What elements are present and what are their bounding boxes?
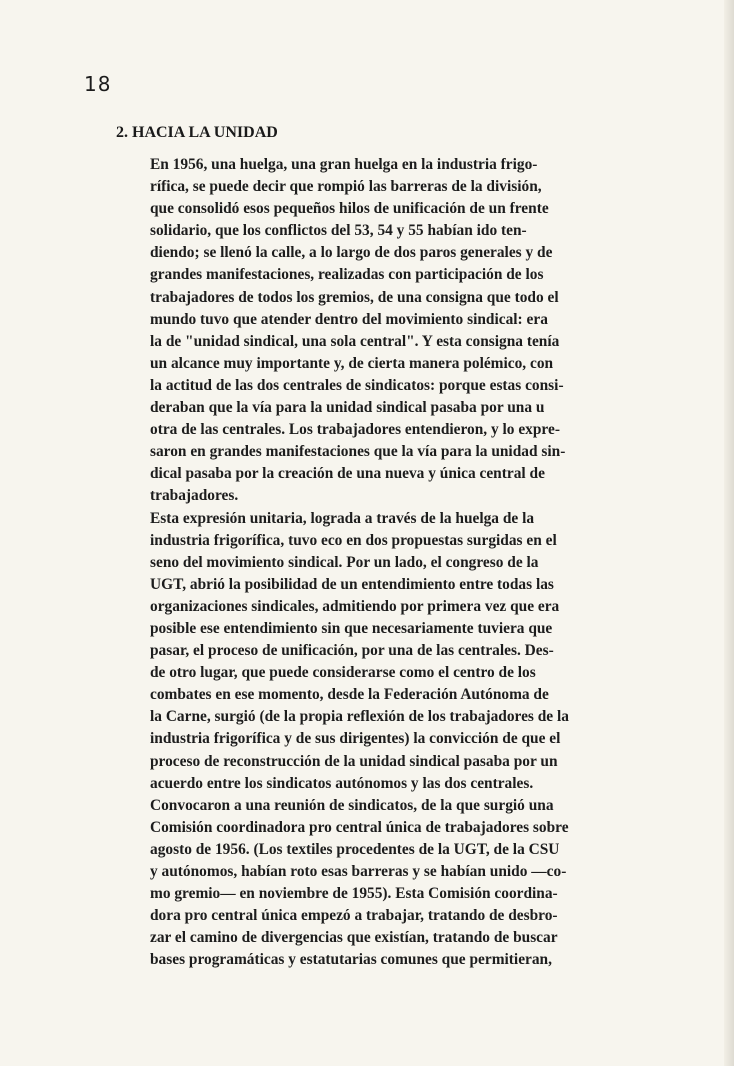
- text-line: seno del movimiento sindical. Por un lado, el congreso de la: [150, 553, 539, 571]
- text-line: solidario, que los conflictos del 53, 54 y 55 habían ido ten-: [150, 222, 527, 240]
- text-line: industria frigorífica y de sus dirigentes) la convicción de que el: [150, 730, 561, 748]
- text-line: deraban que la vía para la unidad sindical pasaba por una u: [150, 399, 545, 417]
- text-line: organizaciones sindicales, admitiendo por primera vez que era: [150, 597, 560, 615]
- text-line: Esta expresión unitaria, lograda a través de la huelga de la: [150, 509, 535, 527]
- text-line: Convocaron a una reunión de sindicatos, de la que surgió una: [150, 796, 554, 814]
- paragraph-1: [116, 154, 620, 508]
- text-line: otra de las centrales. Los trabajadores entendieron, y lo expre-: [150, 421, 560, 439]
- page-number: 18: [84, 72, 112, 96]
- text-line: pasar, el proceso de unificación, por una de las centrales. Des-: [150, 642, 554, 660]
- text-line: mundo tuvo que atender dentro del movimiento sindical: era: [150, 310, 548, 328]
- text-line: industria frigorífica, tuvo eco en dos propuestas surgidas en el: [150, 531, 557, 549]
- text-line: saron en grandes manifestaciones que la vía para la unidad sin-: [150, 443, 566, 461]
- text-line: posible ese entendimiento sin que necesariamente tuviera que: [150, 619, 553, 637]
- text-line: proceso de reconstrucción de la unidad sindical pasaba por un: [150, 752, 558, 770]
- text-line: rífica, se puede decir que rompió las barreras de la división,: [150, 178, 542, 196]
- text-line: grandes manifestaciones, realizadas con participación de los: [150, 266, 544, 284]
- text-line: Comisión coordinadora pro central única de trabajadores sobre: [150, 818, 569, 836]
- paragraph-2: [116, 508, 620, 972]
- text-line: zar el camino de divergencias que existían, tratando de buscar: [150, 929, 558, 947]
- text-line: un alcance muy importante y, de cierta manera polémico, con: [150, 354, 554, 372]
- text-line: mo gremio— en noviembre de 1955). Esta Comisión coordina-: [150, 885, 558, 903]
- text-line: UGT, abrió la posibilidad de un entendimiento entre todas las: [150, 575, 554, 593]
- text-line: la Carne, surgió (de la propia reflexión de los trabajadores de la: [150, 708, 569, 726]
- text-line: dical pasaba por la creación de una nueva y única central de: [150, 465, 545, 483]
- text-line: de otro lugar, que puede considerarse como el centro de los: [150, 664, 536, 682]
- page-edge: [724, 0, 734, 1066]
- text-line: acuerdo entre los sindicatos autónomos y las dos centrales.: [150, 774, 534, 792]
- text-line: agosto de 1956. (Los textiles procedentes de la UGT, de la CSU: [150, 840, 560, 858]
- text-line: que consolidó esos pequeños hilos de unificación de un frente: [150, 200, 549, 218]
- section-heading: 2. HACIA LA UNIDAD: [116, 124, 278, 141]
- text-line: dora pro central única empezó a trabajar, tratando de desbro-: [150, 907, 558, 925]
- text-line: combates en ese momento, desde la Federación Autónoma de: [150, 686, 549, 704]
- text-line: En 1956, una huelga, una gran huelga en la industria frigo-: [150, 156, 538, 173]
- text-line: bases programáticas y estatutarias comunes que permitieran,: [150, 951, 552, 969]
- text-line: diendo; se llenó la calle, a lo largo de dos paros generales y de: [150, 244, 553, 262]
- text-line: la de "unidad sindical, una sola central". Y esta consigna tenía: [150, 332, 560, 350]
- text-line: la actitud de las dos centrales de sindicatos: porque estas consi-: [150, 376, 564, 394]
- body-text: [116, 154, 620, 971]
- text-line: trabajadores de todos los gremios, de una consigna que todo el: [150, 288, 559, 306]
- text-line: trabajadores.: [150, 487, 239, 505]
- text-line: y autónomos, habían roto esas barreras y se habían unido —co-: [150, 863, 567, 880]
